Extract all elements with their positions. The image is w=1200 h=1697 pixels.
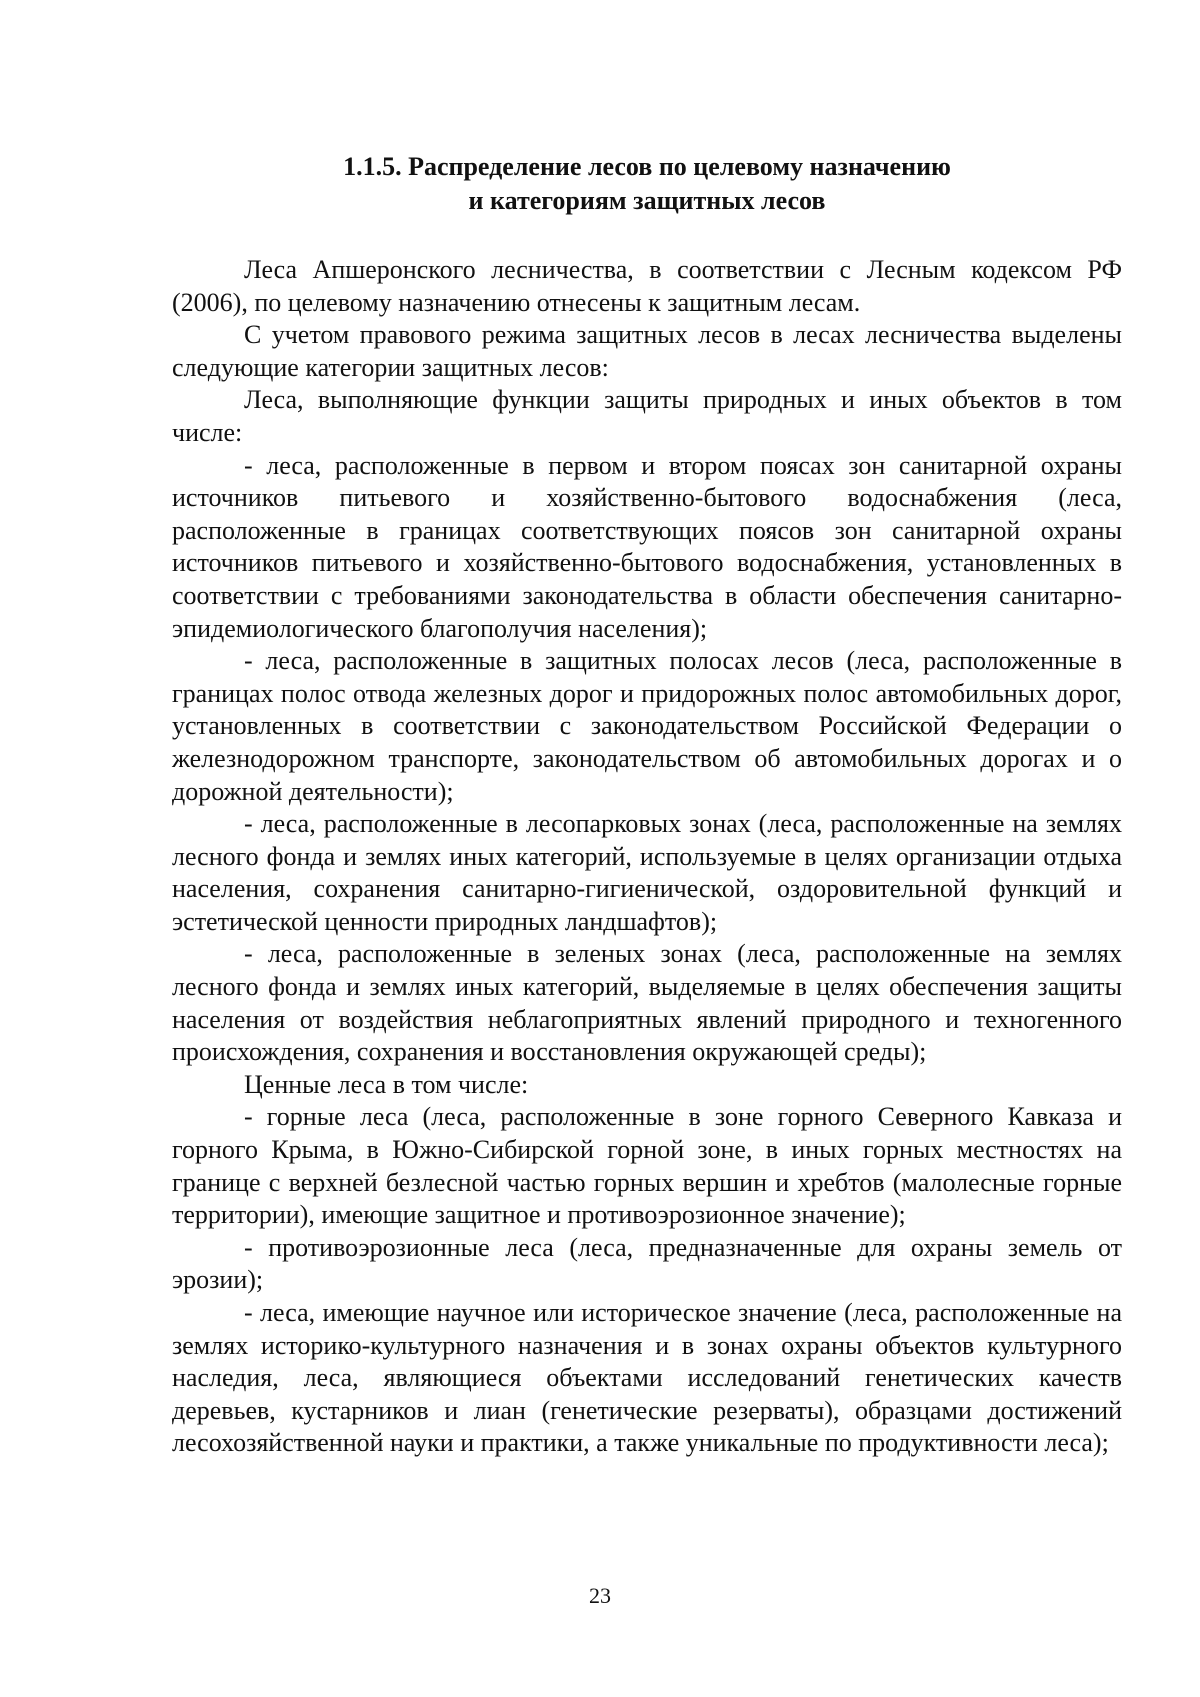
list-item: - леса, имеющие научное или историческое значение (леса, расположенные на землях историко-культурного назначения и в зонах охраны объектов культурного наследия, леса, являющиеся объектами исследований генетических качеств деревьев, кустарников и лиан (генетические резерваты), образцами достижений лесохозяйственной науки и практики, а также уникальные по продуктивности леса); [172,1298,1122,1458]
section-heading-line-2: и категориям защитных лесов [468,186,826,215]
list-item: - противоэрозионные леса (леса, предназначенные для охраны земель от эрозии); [172,1232,1122,1295]
document-page [172,150,1122,1460]
paragraph: Леса Апшеронского лесничества, в соответствии с Лесным кодексом РФ (2006), по целевому назначению отнесены к защитным лесам. [172,255,1122,317]
list-item: - леса, расположенные в защитных полосах лесов (леса, расположенные в границах полос отвода железных дорог и придорожных полос автомобильных дорог, установленных в соответствии с законодательством Российской Федерации о железнодорожном транспорте, законодательством об автомобильных дорогах и о дорожной деятельности); [172,646,1122,806]
list-item: - леса, расположенные в лесопарковых зонах (леса, расположенные на землях лесного фонда и землях иных категорий, используемые в целях организации отдыха населения, сохранения санитарно-гигиенической, оздоровительной функций и эстетической ценности природных ландшафтов); [172,809,1122,936]
list-item: - леса, расположенные в первом и втором поясах зон санитарной охраны источников питьевого и хозяйственно-бытового водоснабжения (леса, расположенные в границах соответствующих поясов зон санитарной охраны источников питьевого и хозяйственно-бытового водоснабжения, установленных в соответствии с требованиями законодательства в области обеспечения санитарно-эпидемиологического благополучия населения); [172,450,1122,643]
page-number: 23 [589,1583,611,1608]
section-heading-line-1: 1.1.5. Распределение лесов по целевому назначению [343,152,951,181]
list-item: - леса, расположенные в зеленых зонах (леса, расположенные на землях лесного фонда и землях иных категорий, выделяемые в целях обеспечения защиты населения от воздействия неблагоприятных явлений природного и техногенного происхождения, сохранения и восстановления окружающей среды); [172,939,1122,1067]
paragraph: Леса, выполняющие функции защиты природных и иных объектов в том числе: [172,385,1122,447]
list-item: - горные леса (леса, расположенные в зоне горного Северного Кавказа и горного Крыма, в Южно-Сибирской горной зоне, в иных горных местностях на границе с верхней безлесной частью горных вершин и хребтов (малолесные горные территории), имеющие защитное и противоэрозионное значение); [172,1102,1122,1230]
paragraph: Ценные леса в том числе: [244,1069,529,1099]
paragraph: С учетом правового режима защитных лесов в лесах лесничества выделены следующие категории защитных лесов: [172,320,1122,382]
section-heading [172,150,1122,218]
